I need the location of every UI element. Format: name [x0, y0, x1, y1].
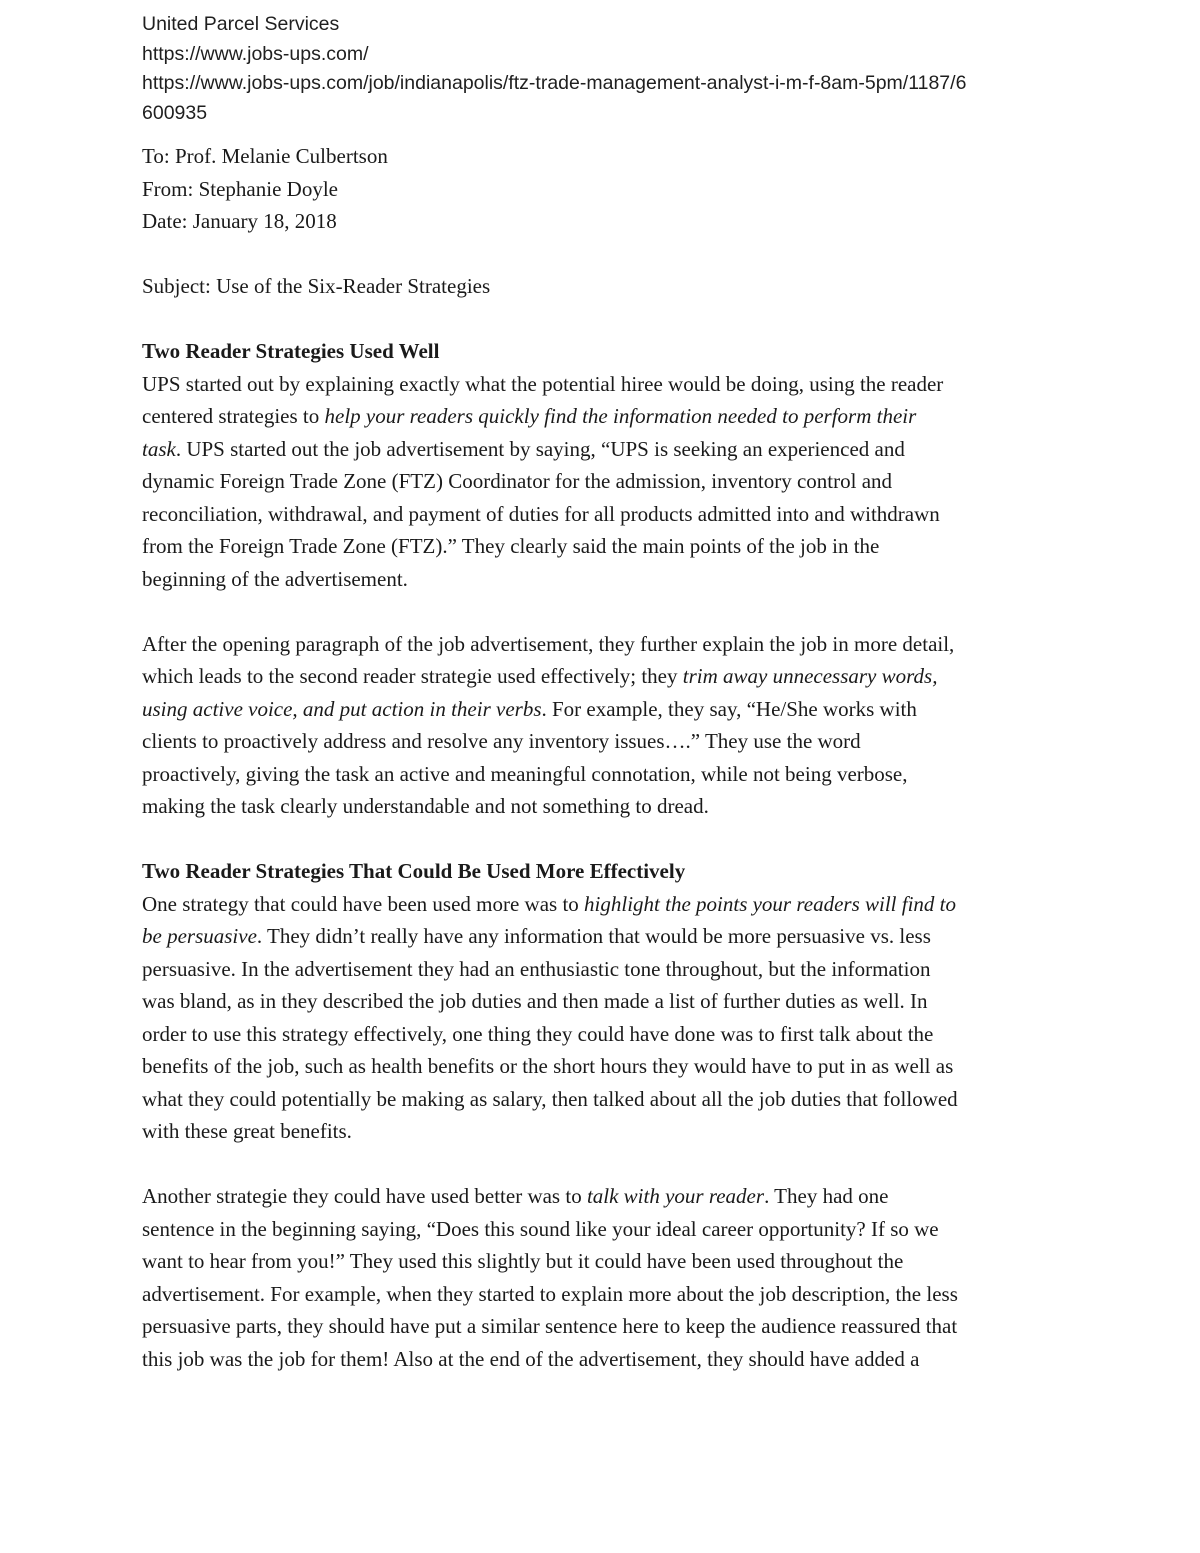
paragraph-more-effective-2 — [142, 1180, 1077, 1375]
job-url-line-1: https://www.jobs-ups.com/job/indianapolis/ftz-trade-management-analyst-i-m-f-8am-5pm/1187/6 — [142, 72, 967, 94]
text-line: from the Foreign Trade Zone (FTZ).” They clearly said the main points of the job in the — [142, 534, 880, 558]
home-url: https://www.jobs-ups.com/ — [142, 42, 369, 65]
text-line — [142, 433, 1077, 466]
job-url-line-2: 600935 — [142, 101, 208, 124]
text-line: what they could potentially be making as salary, then talked about all the job duties that followed — [142, 1086, 958, 1111]
text-span: which leads to the second reader strategie used effectively; they — [142, 664, 683, 688]
text-line — [142, 693, 1077, 726]
company-name: United Parcel Services — [142, 13, 340, 35]
paragraph-used-well-1 — [142, 368, 1077, 596]
text-span: Another strategie they could have used better was to — [142, 1184, 587, 1208]
text-span: . UPS started out the job advertisement by saying, “UPS is seeking an experienced and — [175, 436, 905, 461]
text-line — [142, 888, 1077, 921]
paragraph-used-well-2 — [142, 628, 1077, 823]
section-heading-more-effective: Two Reader Strategies That Could Be Used More Effectively — [142, 859, 686, 883]
text-span: . For example, they say, “He/She works with — [541, 696, 917, 721]
text-line: advertisement. For example, when they started to explain more about the job description, the less — [142, 1281, 958, 1306]
emphasis-text: using active voice, and put action in their verbs — [142, 696, 542, 721]
text-line: reconciliation, withdrawal, and payment of duties for all products admitted into and withdrawn — [142, 501, 940, 526]
memo-date: Date: January 18, 2018 — [142, 209, 337, 233]
text-line: persuasive. In the advertisement they had an enthusiastic tone throughout, but the information — [142, 956, 931, 981]
text-line: clients to proactively address and resolve any inventory issues….” They use the word — [142, 729, 861, 753]
memo-from: From: Stephanie Doyle — [142, 176, 338, 201]
text-line: want to hear from you!” They used this slightly but it could have been used throughout the — [142, 1249, 904, 1273]
text-line: order to use this strategy effectively, one thing they could have done was to first talk about the — [142, 1021, 934, 1046]
text-line: dynamic Foreign Trade Zone (FTZ) Coordinator for the admission, inventory control and — [142, 469, 893, 493]
memo-subject: Subject: Use of the Six-Reader Strategies — [142, 274, 491, 298]
emphasis-text: talk with your reader — [586, 1184, 765, 1208]
source-block — [142, 10, 1072, 128]
text-line: benefits of the job, such as health benefits or the short hours they would have to put in as well as — [142, 1054, 954, 1078]
text-span: centered strategies to — [142, 404, 325, 428]
emphasis-text: be persuasive — [142, 924, 257, 948]
text-span: . They had one — [764, 1184, 889, 1208]
text-line — [142, 400, 1077, 433]
text-line: with these great benefits. — [142, 1119, 352, 1143]
text-line — [142, 660, 1077, 693]
text-line: this job was the job for them! Also at the end of the advertisement, they should have added a — [142, 1346, 920, 1371]
text-span: . They didn’t really have any information that would be more persuasive vs. less — [256, 924, 931, 948]
emphasis-text: highlight the points your readers will find to — [584, 891, 957, 916]
text-line: proactively, giving the task an active and meaningful connotation, while not being verbose, — [142, 761, 908, 786]
text-line: UPS started out by explaining exactly what the potential hiree would be doing, using the reader — [142, 371, 944, 396]
text-line: was bland, as in they described the job duties and then made a list of further duties as well. In — [142, 989, 928, 1013]
emphasis-text: trim away unnecessary words, — [682, 664, 938, 688]
text-line — [142, 1180, 1077, 1213]
text-line: sentence in the beginning saying, “Does this sound like your ideal career opportunity? If so we — [142, 1216, 939, 1241]
text-line: beginning of the advertisement. — [142, 566, 408, 591]
text-line: making the task clearly understandable and not something to dread. — [142, 794, 709, 818]
text-line: persuasive parts, they should have put a similar sentence here to keep the audience reassured that — [142, 1314, 958, 1338]
emphasis-text: task — [142, 436, 176, 461]
section-heading-used-well: Two Reader Strategies Used Well — [142, 339, 440, 363]
text-span: One strategy that could have been used more was to — [142, 891, 585, 916]
text-line: After the opening paragraph of the job advertisement, they further explain the job in more detail, — [142, 631, 955, 656]
memo-to: To: Prof. Melanie Culbertson — [142, 144, 388, 168]
paragraph-more-effective-1 — [142, 888, 1077, 1148]
text-line — [142, 920, 1077, 953]
emphasis-text: help your readers quickly find the information needed to perform their — [324, 404, 917, 428]
memo-body — [142, 140, 1077, 1375]
